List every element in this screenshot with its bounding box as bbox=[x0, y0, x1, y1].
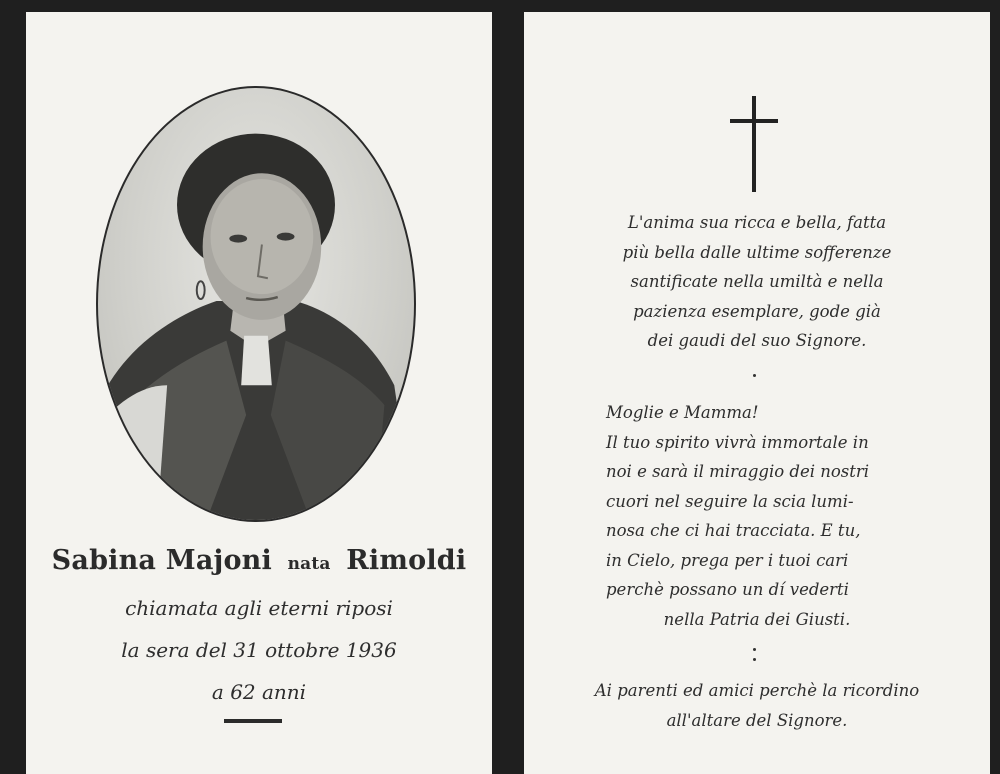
right-card-panel bbox=[524, 12, 990, 774]
stanza-1-line: pazienza esemplare, gode già bbox=[633, 301, 881, 321]
stanza-2-line: in Cielo, prega per i tuoi cari bbox=[606, 550, 849, 570]
left-card-panel bbox=[26, 12, 492, 774]
stanza-1-line: più bella dalle ultime sofferenze bbox=[622, 242, 892, 262]
stanza-2-line: Moglie e Mamma! bbox=[606, 403, 759, 422]
stanza-3 bbox=[524, 676, 990, 735]
age-line: a 62 anni bbox=[211, 680, 307, 704]
nata-label: nata bbox=[287, 554, 331, 574]
stanza-3-line: Ai parenti ed amici perchè la ricordino bbox=[594, 681, 920, 700]
stanza-1-line: dei gaudi del suo Signore. bbox=[647, 331, 867, 350]
portrait-image bbox=[98, 88, 414, 520]
separator-dot bbox=[753, 648, 756, 651]
separator-dot bbox=[753, 374, 756, 377]
cross-icon bbox=[730, 96, 778, 192]
subtitle-line-1: chiamata agli eterni riposi bbox=[125, 596, 393, 620]
stanza-2-line: nosa che ci hai tracciata. E tu, bbox=[606, 521, 861, 540]
stanza-1-line: santificate nella umiltà e nella bbox=[630, 272, 884, 291]
deceased-name bbox=[26, 545, 492, 576]
stanza-2-line: cuori nel seguire la scia lumi- bbox=[606, 491, 854, 511]
stanza-1-line: L'anima sua ricca e bella, fatta bbox=[627, 213, 887, 232]
portrait-photo bbox=[96, 86, 416, 522]
stanza-2 bbox=[524, 398, 990, 634]
stanza-3-line: all'altare del Signore. bbox=[666, 710, 848, 730]
stanza-2-line: Il tuo spirito vivrà immortale in bbox=[606, 432, 869, 452]
deceased-first-name: Sabina Majoni bbox=[51, 545, 272, 576]
stanza-2-line: nella Patria dei Giusti. bbox=[663, 609, 851, 629]
stanza-2-line: perchè possano un dí vederti bbox=[606, 580, 849, 599]
stanza-1 bbox=[524, 208, 990, 356]
stanza-2-line: noi e sarà il miraggio dei nostri bbox=[606, 462, 870, 481]
death-date-line: la sera del 31 ottobre 1936 bbox=[121, 638, 397, 662]
decorative-dash bbox=[224, 719, 282, 723]
separator-dot bbox=[753, 658, 756, 661]
maiden-name: Rimoldi bbox=[346, 545, 467, 576]
